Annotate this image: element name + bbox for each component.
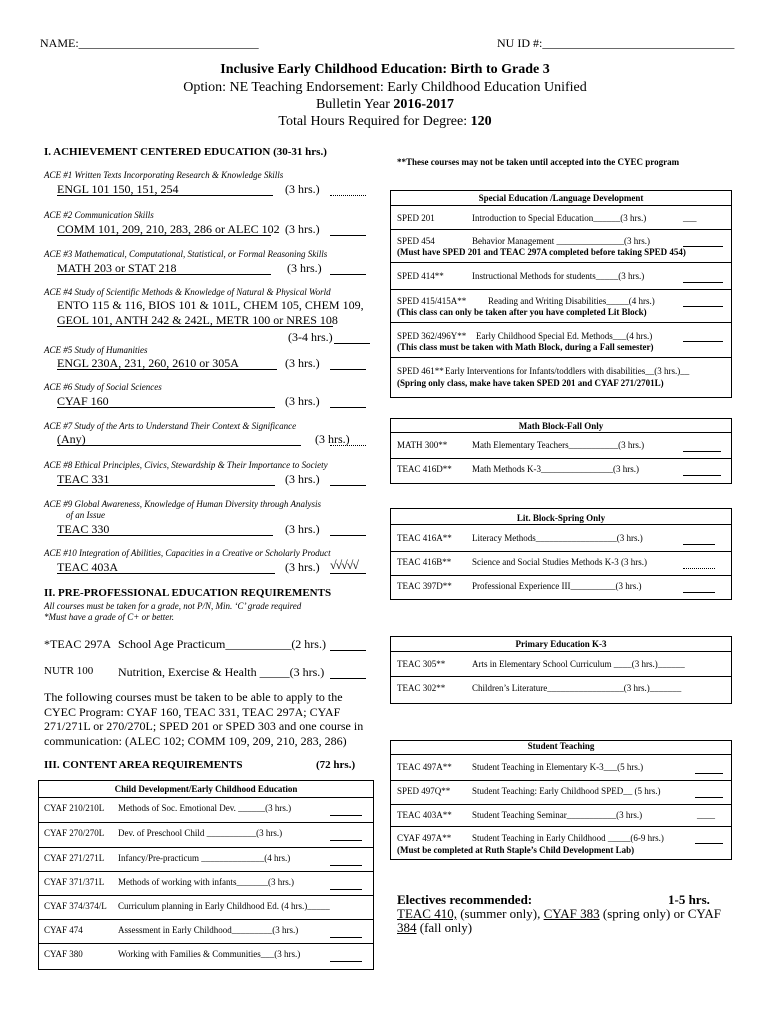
total-hours (0, 114, 770, 130)
child-dev-title-row (39, 781, 373, 798)
math300-blank[interactable] (683, 451, 721, 452)
math-block-title: Math Block-Fall Only (518, 421, 604, 431)
student-sep (390, 780, 732, 781)
cyaf474-title: Assessment in Early Childhood_________(3 hrs.) (118, 925, 299, 935)
math300-code: MATH 300** (397, 440, 448, 450)
total-hours-value: 120 (470, 114, 492, 129)
cyaf474-blank[interactable] (330, 937, 362, 938)
cyaf270-blank[interactable] (330, 840, 362, 841)
sped362-title: Early Childhood Special Ed. Methods___(4 hrs.) (476, 331, 653, 341)
content-heading: III. CONTENT AREA REQUIREMENTS (44, 759, 243, 771)
child-dev-title: Child Development/Early Childhood Education (114, 784, 298, 794)
ace7-course: (Any) (57, 432, 86, 446)
ace6-desc: ACE #6 Study of Social Sciences (44, 382, 162, 392)
sped362-note: (This class must be taken with Math Block, during a Fall semester) (397, 342, 654, 352)
teac297a-title: School Age Practicum___________(2 hrs.) (118, 637, 326, 651)
cyec-note: **These courses may not be taken until accepted into the CYEC program (397, 157, 680, 167)
cyaf497a-code: CYAF 497A** (397, 833, 452, 843)
ace1-blank[interactable] (330, 195, 366, 196)
ace3-blank[interactable] (330, 274, 366, 275)
ace-heading: I. ACHIEVEMENT CENTERED EDUCATION (30-31 hrs.) (44, 146, 327, 158)
preprof-note-cplus: *Must have a grade of C+ or better. (44, 612, 175, 622)
student-sep (390, 754, 732, 755)
sped-sep (390, 357, 732, 358)
cyaf371-blank[interactable] (330, 889, 362, 890)
nutr100-blank[interactable] (330, 678, 366, 679)
ace5-blank[interactable] (330, 369, 366, 370)
teac416d-code: TEAC 416D** (397, 464, 452, 474)
teac416b-blank[interactable] (683, 568, 715, 569)
sped362-code: SPED 362/496Y** (397, 331, 467, 341)
child-dev-sep (38, 919, 374, 920)
ace4-course: ENTO 115 & 116, BIOS 101 & 101L, CHEM 105, CHEM 109, (57, 298, 364, 312)
lit-sep (390, 551, 732, 552)
cyaf497a-blank[interactable] (695, 843, 723, 844)
teac302-code: TEAC 302** (397, 683, 446, 693)
sped461-title: Early Interventions for Infants/toddlers with disabilities__(3 hrs.)__ (445, 366, 690, 376)
elective-cyaf384: 384 (397, 920, 417, 935)
teac497a-code: TEAC 497A** (397, 762, 452, 772)
teac416a-title: Literacy Methods__________________(3 hrs.) (472, 533, 643, 543)
student-teaching-title: Student Teaching (527, 741, 595, 751)
ace1-desc: ACE #1 Written Texts Incorporating Research & Knowledge Skills (44, 170, 284, 180)
lit-block-title: Lit. Block-Spring Only (516, 513, 606, 523)
cyaf271-blank[interactable] (330, 865, 362, 866)
teac497a-blank[interactable] (695, 773, 723, 774)
ace4-hrs: (3-4 hrs.) (288, 330, 333, 344)
ace9-desc-2: of an Issue (66, 510, 105, 520)
electives-hrs: 1-5 hrs. (668, 892, 710, 907)
cyaf380-title: Working with Families & Communities___(3 hrs.) (118, 949, 301, 959)
math300-title: Math Elementary Teachers___________(3 hrs.) (472, 440, 645, 450)
elective-teac410: TEAC 410, (397, 906, 457, 921)
ace4-course-2: GEOL 101, ANTH 242 & 242L, METR 100 or NRES 108 (57, 313, 338, 327)
ace10-hrs: (3 hrs.) (285, 560, 320, 574)
preprof-note-grade: All courses must be taken for a grade, not P/N, Min. ‘C’ grade required (44, 601, 302, 611)
ace8-blank[interactable] (330, 485, 366, 486)
ace5-underline (57, 369, 277, 370)
child-dev-sep (38, 871, 374, 872)
option-subtitle: Option: NE Teaching Endorsement: Early Childhood Education Unified (183, 80, 587, 95)
sped497q-title: Student Teaching: Early Childhood SPED__ (5 hrs.) (472, 786, 661, 796)
ace7-desc: ACE #7 Study of the Arts to Understand Their Context & Significance (44, 421, 297, 431)
child-dev-sep (38, 797, 374, 798)
child-dev-sep (38, 847, 374, 848)
sped-sep (390, 262, 732, 263)
teac297a-blank[interactable] (330, 650, 366, 651)
ace6-blank[interactable] (330, 407, 366, 408)
sped-box-title: Special Education /Language Development (478, 193, 644, 203)
sped454-code: SPED 454 (397, 236, 435, 246)
sped414-title: Instructional Methods for students_____(3 hrs.) (472, 271, 645, 281)
cyaf380-blank[interactable] (330, 961, 362, 962)
sped454-title: Behavior Management _______________(3 hrs.) (472, 236, 650, 246)
ace2-blank[interactable] (330, 235, 366, 236)
cyaf270-code: CYAF 270/270L (44, 828, 105, 838)
ace6-course: CYAF 160 (57, 394, 109, 408)
child-dev-sep (38, 895, 374, 896)
sped-sep (390, 229, 732, 230)
bulletin-prefix: Bulletin Year (315, 97, 394, 112)
ace5-hrs: (3 hrs.) (285, 356, 320, 370)
ace10-checkmarks: √√√√√ (330, 558, 358, 572)
sped201-blank[interactable]: ___ (683, 213, 697, 223)
math-sep (390, 458, 732, 459)
apply-requirements-text: The following courses must be taken to be able to apply to the CYEC Program: CYAF 160, TEAC 331, TEAC 297A; CYAF 271/271L or 270/270L; SPED 201 or SPED 303 and one course in communication: (ALEC 102; COMM 109, 209, 210, 283, 286) (44, 690, 364, 748)
nutr100-title: Nutrition, Exercise & Health _____(3 hrs.) (118, 665, 325, 679)
student-sep (390, 826, 732, 827)
bulletin-year-value: 2016-2017 (393, 97, 455, 112)
ace10-underline (57, 573, 275, 574)
teac416b-title: Science and Social Studies Methods K-3 (3 hrs.) (472, 557, 647, 567)
ace3-desc: ACE #3 Mathematical, Computational, Statistical, or Formal Reasoning Skills (44, 249, 328, 259)
ace4-blank[interactable] (334, 343, 370, 344)
ace5-course: ENGL 230A, 231, 260, 2610 or 305A (57, 356, 239, 370)
sped414-code: SPED 414** (397, 271, 444, 281)
sped201-title: Introduction to Special Education______(3 hrs.) (472, 213, 647, 223)
sped461-code: SPED 461** (397, 366, 444, 376)
ace5-desc: ACE #5 Study of Humanities (44, 345, 148, 355)
teac397d-code: TEAC 397D** (397, 581, 452, 591)
ace4-desc: ACE #4 Study of Scientific Methods & Knowledge of Natural & Physical World (44, 287, 331, 297)
ace10-desc: ACE #10 Integration of Abilities, Capacities in a Creative or Scholarly Product (44, 548, 331, 558)
teac497a-title: Student Teaching in Elementary K-3___(5 hrs.) (472, 762, 644, 772)
child-dev-sep (38, 822, 374, 823)
ace1-underline (57, 195, 273, 196)
ace2-hrs: (3 hrs.) (285, 222, 320, 236)
cyaf371-code: CYAF 371/371L (44, 877, 105, 887)
sped461-note: (Spring only class, make have taken SPED 201 and CYAF 271/2701L) (397, 378, 664, 388)
sped362-blank[interactable] (683, 341, 723, 342)
ace1-course: ENGL 101 150, 151, 254 (57, 182, 179, 196)
teac302-title: Children’s Literature_________________(3 hrs.)_______ (472, 683, 682, 693)
sped201-code: SPED 201 (397, 213, 435, 223)
sped454-blank[interactable] (683, 246, 723, 247)
teac416a-code: TEAC 416A** (397, 533, 452, 543)
elective-cyaf383-note: (spring only) or CYAF (599, 906, 721, 921)
electives-line-2 (397, 920, 472, 936)
ace3-underline (57, 274, 271, 275)
ace3-hrs: (3 hrs.) (287, 261, 322, 275)
cyaf270-title: Dev. of Preschool Child ___________(3 hrs.) (118, 828, 283, 838)
cyaf210-title: Methods of Soc. Emotional Dev. ______(3 hrs.) (118, 803, 292, 813)
ace6-hrs: (3 hrs.) (285, 394, 320, 408)
total-hours-prefix: Total Hours Required for Degree: (278, 114, 471, 129)
electives-title: Electives recommended: (397, 892, 533, 907)
primary-sep (390, 651, 732, 652)
ace9-underline (57, 535, 273, 536)
primary-sep (390, 676, 732, 677)
elective-cyaf383: CYAF 383 (543, 906, 600, 921)
teac305-title: Arts in Elementary School Curriculum ____(3 hrs.)______ (472, 659, 685, 669)
sped-sep (390, 205, 732, 206)
sped415-blank[interactable] (683, 306, 723, 307)
ace4-underline (57, 326, 333, 327)
cyaf474-code: CYAF 474 (44, 925, 83, 935)
elective-cyaf384-note: (fall only) (416, 920, 473, 935)
teac403a-code: TEAC 403A** (397, 810, 452, 820)
ace7-blank[interactable] (330, 445, 366, 446)
sped454-note: (Must have SPED 201 and TEAC 297A completed before taking SPED 454) (397, 247, 686, 257)
cyaf371-title: Methods of working with infants_______(3 hrs.) (118, 877, 294, 887)
page-title: Inclusive Early Childhood Education: Birth to Grade 3 (220, 62, 550, 77)
elective-teac410-note: (summer only), (456, 906, 544, 921)
primary-title: Primary Education K-3 (515, 639, 607, 649)
nuid-field-label: NU ID #:________________________________ (497, 36, 735, 50)
teac416b-code: TEAC 416B** (397, 557, 452, 567)
sped414-blank[interactable] (683, 282, 723, 283)
ace2-course: COMM 101, 209, 210, 283, 286 or ALEC 102 (57, 222, 280, 236)
sped497q-code: SPED 497Q** (397, 786, 451, 796)
child-dev-sep (38, 943, 374, 944)
ace2-desc: ACE #2 Communication Skills (44, 210, 154, 220)
teac416d-title: Math Methods K-3________________(3 hrs.) (472, 464, 639, 474)
teac403a-blank[interactable]: ____ (697, 810, 715, 820)
cyaf380-code: CYAF 380 (44, 949, 83, 959)
ace7-underline (57, 445, 301, 446)
teac397d-title: Professional Experience III__________(3 hrs.) (472, 581, 642, 591)
ace8-hrs: (3 hrs.) (285, 472, 320, 486)
ace8-underline (57, 485, 275, 486)
sped497q-blank[interactable] (695, 797, 723, 798)
sped415-note: (This class can only be taken after you have completed Lit Block) (397, 307, 647, 317)
math-sep (390, 432, 732, 433)
cyaf210-blank[interactable] (330, 815, 362, 816)
sped-sep (390, 322, 732, 323)
ace7-hrs: (3 hrs.) (315, 432, 350, 446)
cyaf210-code: CYAF 210/210L (44, 803, 105, 813)
ace10-course: TEAC 403A (57, 560, 118, 574)
ace8-course: TEAC 331 (57, 472, 110, 486)
lit-sep (390, 524, 732, 525)
ace9-desc: ACE #9 Global Awareness, Knowledge of Human Diversity through Analysis (44, 499, 321, 509)
ace9-hrs: (3 hrs.) (285, 522, 320, 536)
student-sep (390, 804, 732, 805)
ace6-underline (57, 407, 275, 408)
teac297a-code: *TEAC 297A (44, 637, 111, 651)
sped415-title: Reading and Writing Disabilities_____(4 hrs.) (488, 296, 655, 306)
cyaf271-title: Infancy/Pre-practicum ______________(4 hrs.) (118, 853, 291, 863)
teac305-code: TEAC 305** (397, 659, 446, 669)
cyaf497a-title: Student Teaching in Early Childhood _____(6-9 hrs.) (472, 833, 664, 843)
bulletin-year (0, 97, 770, 113)
sped415-code: SPED 415/415A** (397, 296, 467, 306)
teac416a-blank[interactable] (683, 544, 715, 545)
teac397d-blank[interactable] (683, 592, 715, 593)
teac416d-blank[interactable] (683, 475, 721, 476)
nutr100-code: NUTR 100 (44, 665, 94, 677)
cyaf374-code: CYAF 374/374/L (44, 901, 107, 911)
preprof-heading: II. PRE-PROFESSIONAL EDUCATION REQUIREMENTS (44, 587, 332, 599)
teac403a-title: Student Teaching Seminar___________(3 hrs.) (472, 810, 643, 820)
ace10-blank[interactable] (330, 573, 366, 574)
ace9-blank[interactable] (330, 535, 366, 536)
cyaf271-code: CYAF 271/271L (44, 853, 105, 863)
ace8-desc: ACE #8 Ethical Principles, Civics, Stewardship & Their Importance to Society (44, 460, 328, 470)
content-hrs: (72 hrs.) (316, 759, 356, 771)
ace3-course: MATH 203 or STAT 218 (57, 261, 177, 275)
name-field-label: NAME:______________________________ (40, 36, 259, 50)
ace2-underline (57, 235, 271, 236)
ace9-course: TEAC 330 (57, 522, 110, 536)
cyaf374-title: Curriculum planning in Early Childhood Ed. (4 hrs.)_____ (118, 901, 330, 911)
ace1-hrs: (3 hrs.) (285, 182, 320, 196)
cyaf497a-note: (Must be completed at Ruth Staple’s Child Development Lab) (397, 845, 635, 855)
lit-sep (390, 575, 732, 576)
sped-sep (390, 289, 732, 290)
